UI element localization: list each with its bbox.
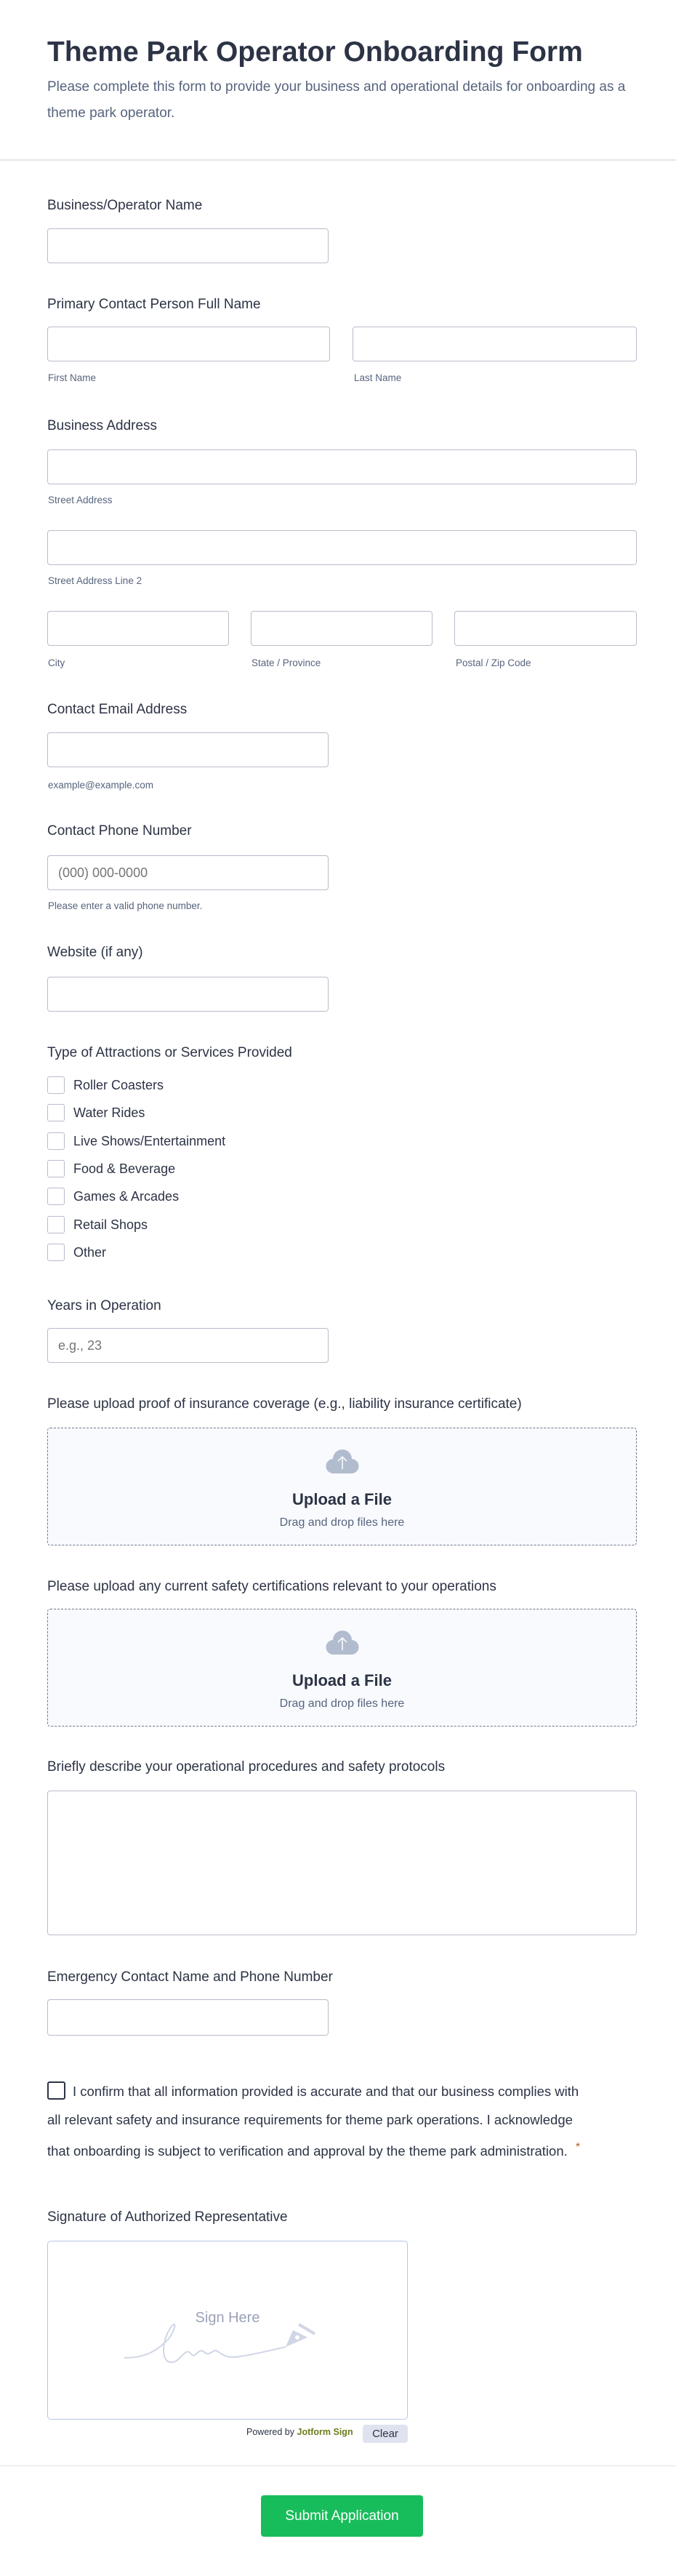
checkbox-label: Retail Shops	[73, 1217, 148, 1232]
street-address-input[interactable]	[47, 449, 637, 484]
city-sublabel: City	[48, 657, 65, 668]
street-address-2-input[interactable]	[47, 530, 637, 565]
street-address-sublabel: Street Address	[48, 495, 113, 505]
state-input[interactable]	[251, 611, 432, 646]
procedures-textarea[interactable]	[47, 1791, 637, 1935]
footer-divider	[0, 2465, 676, 2466]
insurance-upload-dropzone[interactable]	[47, 1428, 637, 1545]
powered-by	[246, 2427, 353, 2437]
checkbox-label: Food & Beverage	[73, 1161, 176, 1176]
checkbox-label: Other	[73, 1244, 107, 1260]
checkbox-games-arcades[interactable]	[47, 1188, 179, 1205]
checkbox-live-shows[interactable]	[47, 1132, 225, 1150]
checkbox-box[interactable]	[47, 1132, 65, 1150]
insurance-upload-label: Please upload proof of insurance coverage (e.g., liability insurance certificate)	[47, 1396, 522, 1412]
street-address-2-sublabel: Street Address Line 2	[48, 575, 142, 586]
website-input[interactable]	[47, 977, 329, 1012]
email-label: Contact Email Address	[47, 702, 188, 717]
checkbox-other[interactable]	[47, 1244, 106, 1261]
checkbox-retail-shops[interactable]	[47, 1216, 148, 1233]
signature-pad[interactable]	[47, 2241, 408, 2420]
upload-hint: Drag and drop files here	[279, 1516, 405, 1529]
powered-by-text: Powered by	[246, 2427, 295, 2437]
checkbox-box[interactable]	[47, 1216, 65, 1233]
cloud-upload-icon	[325, 1628, 360, 1657]
checkbox-label: Water Rides	[73, 1105, 145, 1120]
checkbox-box[interactable]	[47, 1160, 65, 1177]
business-name-input[interactable]	[47, 228, 329, 263]
address-label: Business Address	[47, 418, 158, 433]
header-divider	[0, 159, 676, 161]
sign-here-placeholder: Sign Here	[195, 2310, 260, 2326]
upload-hint: Drag and drop files here	[279, 1697, 405, 1710]
signature-label: Signature of Authorized Representative	[47, 2209, 288, 2225]
checkbox-box[interactable]	[47, 1076, 65, 1094]
city-input[interactable]	[47, 611, 229, 646]
confirm-text: I confirm that all information provided is accurate and that our business complies with all relevant safety and insurance requirements for theme park operations. I acknowledge that onboarding is subject to verification and approval by the theme park administration.	[47, 2084, 579, 2159]
checkbox-box[interactable]	[47, 1104, 65, 1121]
last-name-input[interactable]	[353, 327, 637, 361]
website-label: Website (if any)	[47, 945, 143, 960]
state-sublabel: State / Province	[252, 657, 321, 668]
checkbox-box[interactable]	[47, 1188, 65, 1205]
email-input[interactable]	[47, 732, 329, 767]
safety-upload-dropzone[interactable]	[47, 1609, 637, 1727]
upload-title: Upload a File	[292, 1490, 392, 1508]
email-sublabel: example@example.com	[48, 780, 154, 791]
zip-input[interactable]	[454, 611, 637, 646]
emergency-input[interactable]	[47, 1999, 329, 2036]
contact-name-label: Primary Contact Person Full Name	[47, 297, 261, 312]
signature-pen-icon	[124, 2314, 328, 2372]
procedures-label: Briefly describe your operational procedures and safety protocols	[47, 1759, 446, 1775]
checkbox-water-rides[interactable]	[47, 1104, 145, 1121]
checkbox-box[interactable]	[47, 1244, 65, 1261]
cloud-upload-icon	[325, 1447, 360, 1476]
form-subtitle: Please complete this form to provide your business and operational details for onboarding as a theme park operator.	[47, 79, 626, 121]
checkbox-label: Games & Arcades	[73, 1188, 180, 1204]
checkbox-food-beverage[interactable]	[47, 1160, 175, 1177]
phone-sublabel: Please enter a valid phone number.	[48, 900, 203, 911]
upload-title: Upload a File	[292, 1671, 392, 1689]
phone-input[interactable]	[47, 855, 329, 890]
business-name-label: Business/Operator Name	[47, 198, 203, 213]
checkbox-roller-coasters[interactable]	[47, 1076, 164, 1094]
last-name-sublabel: Last Name	[354, 372, 402, 383]
zip-sublabel: Postal / Zip Code	[456, 657, 531, 668]
confirm-checkbox[interactable]	[47, 2081, 65, 2100]
first-name-input[interactable]	[47, 327, 330, 361]
safety-upload-label: Please upload any current safety certifications relevant to your operations	[47, 1579, 496, 1594]
emergency-label: Emergency Contact Name and Phone Number	[47, 1969, 333, 1985]
years-input[interactable]	[47, 1328, 329, 1363]
phone-label: Contact Phone Number	[47, 823, 192, 839]
checkbox-label: Roller Coasters	[73, 1077, 164, 1092]
jotform-sign-link[interactable]: Jotform Sign	[297, 2427, 353, 2437]
submit-button[interactable]: Submit Application	[261, 2495, 423, 2537]
attractions-label: Type of Attractions or Services Provided	[47, 1045, 292, 1060]
confirm-checkbox-field	[47, 2078, 585, 2166]
form-title: Theme Park Operator Onboarding Form	[47, 36, 583, 68]
years-label: Years in Operation	[47, 1298, 161, 1313]
checkbox-label: Live Shows/Entertainment	[73, 1133, 226, 1148]
required-asterisk: *	[575, 2141, 581, 2153]
clear-signature-button[interactable]: Clear	[363, 2425, 408, 2443]
first-name-sublabel: First Name	[48, 372, 97, 383]
